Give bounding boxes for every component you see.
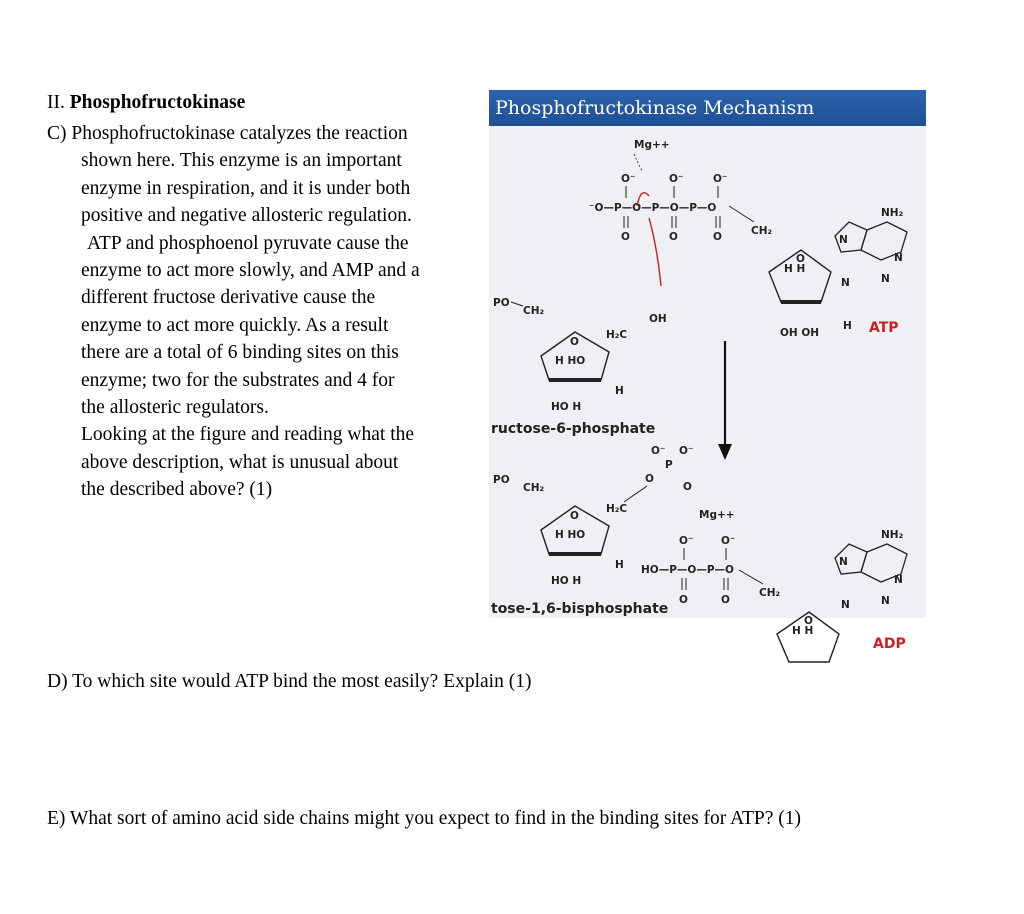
question-c-line: enzyme in respiration, and it is under both (81, 177, 411, 199)
mechanism-svg (489, 126, 926, 652)
adp-diphosphate: HO—P—O—P—O (641, 564, 734, 576)
adp-o-2: O (721, 594, 730, 606)
mg-coordination-line (634, 154, 643, 172)
question-c-line: Looking at the figure and reading what the (81, 424, 415, 446)
f16bp-h: H (615, 559, 624, 571)
question-c-line: the allosteric regulators. (81, 397, 269, 419)
figure-diagram (489, 126, 926, 652)
f6p-h2c: H₂C (606, 329, 628, 341)
adenine-adp-n-1: N (839, 556, 848, 568)
f6p-po: PO (493, 297, 510, 309)
question-d: D) To which site would ATP bind the most easily? Explain (1) (47, 671, 532, 692)
adenine-n-2: N (894, 252, 903, 264)
question-c-line: shown here. This enzyme is an important (81, 150, 402, 172)
adenine-adp-n-3: N (841, 599, 850, 611)
question-c-line: C) Phosphofructokinase catalyzes the reaction (47, 123, 408, 144)
adenine-n-4: N (881, 273, 890, 285)
section-heading (47, 92, 245, 114)
question-c-line: enzyme to act more slowly, and AMP and a (81, 260, 420, 282)
question-c-line: the described above? (1) (81, 479, 273, 501)
bond (729, 206, 754, 222)
f6p-hho: H HO (555, 355, 586, 367)
question-c-line: enzyme; two for the substrates and 4 for (81, 369, 395, 391)
o-1: O (621, 231, 630, 243)
ch2-atp: CH₂ (751, 225, 773, 237)
ribose-adp-o: O (804, 615, 813, 627)
f6p-h: H (615, 385, 624, 397)
f16bp-hho: H HO (555, 529, 586, 541)
adp-label: ADP (873, 636, 906, 652)
attack-arrow (649, 218, 661, 286)
mg-top-label: Mg++ (634, 139, 670, 151)
section-title: Phosphofructokinase (69, 92, 246, 113)
ch2-adp: CH₂ (759, 587, 781, 599)
section-number: II. (47, 92, 65, 113)
f16bp-po: PO (493, 474, 510, 486)
adenine-adp-nh2: NH₂ (881, 529, 904, 541)
o-minus-1: O⁻ (621, 173, 636, 185)
adenine-n-3: N (841, 277, 850, 289)
adenine-adp-n-2: N (894, 574, 903, 586)
atp-label: ATP (869, 320, 899, 336)
f16bp-ch2: CH₂ (523, 482, 545, 494)
adp-o-minus-2: O⁻ (721, 535, 736, 547)
adenine-nh2: NH₂ (881, 207, 904, 219)
adp-o-1: O (679, 594, 688, 606)
f6p-label: ructose-6-phosphate (491, 421, 656, 437)
o-2: O (669, 231, 678, 243)
ribose-h: H (843, 320, 852, 332)
adenine-n-1: N (839, 234, 848, 246)
question-c-line: different fructose derivative cause the (81, 287, 376, 309)
atp-triphosphate: ⁻O—P—O—P—O—P—O (589, 202, 717, 214)
question-c (47, 120, 517, 504)
ribose-hh: H H (784, 263, 806, 275)
f6p-oh: OH (649, 313, 667, 325)
question-c-line: ATP and phosphoenol pyruvate cause the (87, 232, 409, 254)
o-minus-3: O⁻ (713, 173, 728, 185)
ribose-ohoh: OH OH (780, 327, 820, 339)
f16bp-h2c: H₂C (606, 503, 628, 515)
f16bp-label: tose-1,6-bisphosphate (491, 601, 669, 617)
f16bp-p: P (665, 459, 673, 471)
f16bp-o-minus-a: O⁻ (651, 445, 666, 457)
mg-bottom-label: Mg++ (699, 509, 735, 521)
adenine-adp-n-4: N (881, 595, 890, 607)
f6p-o: O (570, 336, 579, 348)
o-3: O (713, 231, 722, 243)
ribose-o: O (796, 253, 805, 265)
o-minus-2: O⁻ (669, 173, 684, 185)
f16bp-o-link: O (645, 473, 654, 485)
bond (624, 486, 647, 502)
question-c-line: above description, what is unusual about (81, 451, 399, 473)
f16bp-o-minus-b: O⁻ (679, 445, 694, 457)
bond (511, 302, 523, 306)
f16bp-hoh: HO H (551, 575, 582, 587)
question-c-line: positive and negative allosteric regulation. (81, 205, 412, 227)
figure-title: Phosphofructokinase Mechanism (489, 90, 926, 126)
f16bp-o: O (570, 510, 579, 522)
question-e: E) What sort of amino acid side chains might you expect to find in the binding sites for ATP? (1) (47, 808, 802, 829)
ribose-adp-hh: H H (792, 625, 814, 637)
f6p-ch2: CH₂ (523, 305, 545, 317)
question-c-line: there are a total of 6 binding sites on this (81, 342, 399, 364)
mechanism-figure (489, 90, 926, 652)
bond (739, 570, 763, 584)
question-c-line: enzyme to act more quickly. As a result (81, 314, 389, 336)
f16bp-o-double: O (683, 481, 692, 493)
f6p-hoh: HO H (551, 401, 582, 413)
adp-o-minus-1: O⁻ (679, 535, 694, 547)
reaction-arrowhead (718, 444, 732, 460)
